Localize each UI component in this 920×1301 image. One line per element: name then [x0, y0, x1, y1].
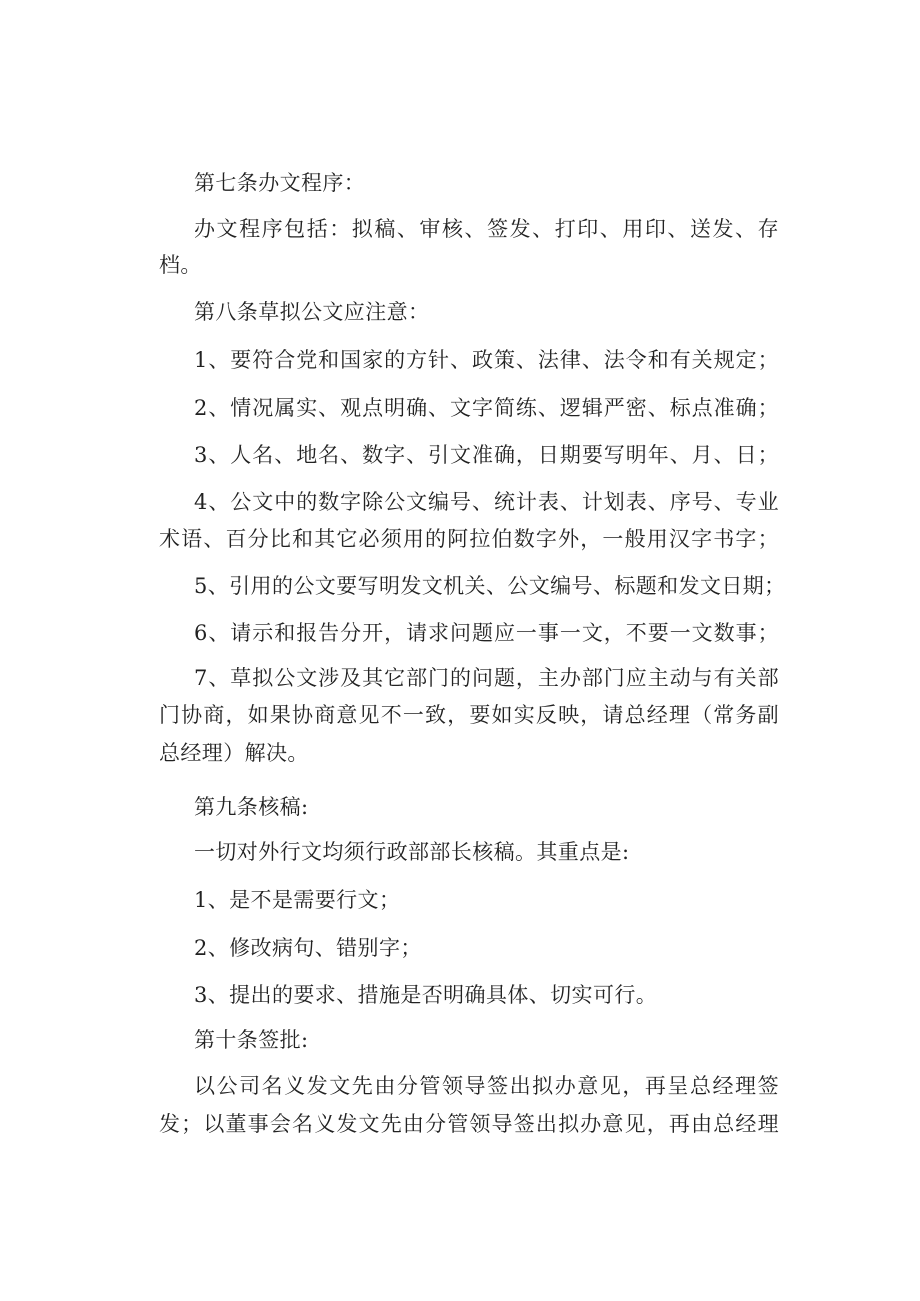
article-8-heading: 第八条草拟公文应注意： [194, 300, 430, 324]
article-9-item-2: 2、修改病句、错别字； [194, 936, 422, 960]
article-7-body-line-1: 办文程序包括：拟稿、审核、签发、打印、用印、送发、存 [194, 217, 779, 241]
article-9-heading: 第九条核稿: [194, 795, 309, 819]
article-7-heading: 第七条办文程序： [194, 171, 366, 195]
article-7-body-line-2: 档。 [159, 253, 202, 277]
article-8-item-5: 5、引用的公文要写明发文机关、公文编号、标题和发文日期； [194, 574, 786, 598]
article-8-item-7-line-3: 总经理）解决。 [159, 741, 309, 765]
article-8-item-2: 2、情况属实、观点明确、文字简练、逻辑严密、标点准确； [194, 396, 779, 420]
article-8-item-7-line-2: 门协商，如果协商意见不一致，要如实反映，请总经理（常务副 [159, 703, 779, 727]
article-10-body-line-1: 以公司名义发文先由分管领导签出拟办意见，再呈总经理签 [194, 1074, 779, 1098]
article-10-heading: 第十条签批: [194, 1028, 309, 1052]
article-8-item-3: 3、人名、地名、数字、引文准确，日期要写明年、月、日； [194, 443, 779, 467]
article-8-item-4-line-2: 术语、百分比和其它必须用的阿拉伯数字外，一般用汉字书字； [159, 527, 779, 551]
article-9-item-3: 3、提出的要求、措施是否明确具体、切实可行。 [194, 983, 658, 1007]
article-9-body: 一切对外行文均须行政部部长核稿。其重点是: [194, 840, 630, 864]
article-10-body-line-2: 发；以董事会名义发文先由分管领导签出拟办意见，再由总经理 [159, 1112, 779, 1136]
article-8-item-1: 1、要符合党和国家的方针、政策、法律、法令和有关规定； [194, 348, 779, 372]
article-8-item-6: 6、请示和报告分开，请求问题应一事一文，不要一文数事； [194, 621, 779, 645]
article-9-item-1: 1、是不是需要行文； [194, 888, 401, 912]
article-8-item-7-line-1: 7、草拟公文涉及其它部门的问题，主办部门应主动与有关部 [194, 666, 779, 690]
article-8-item-4-line-1: 4、公文中的数字除公文编号、统计表、计划表、序号、专业 [194, 490, 779, 514]
